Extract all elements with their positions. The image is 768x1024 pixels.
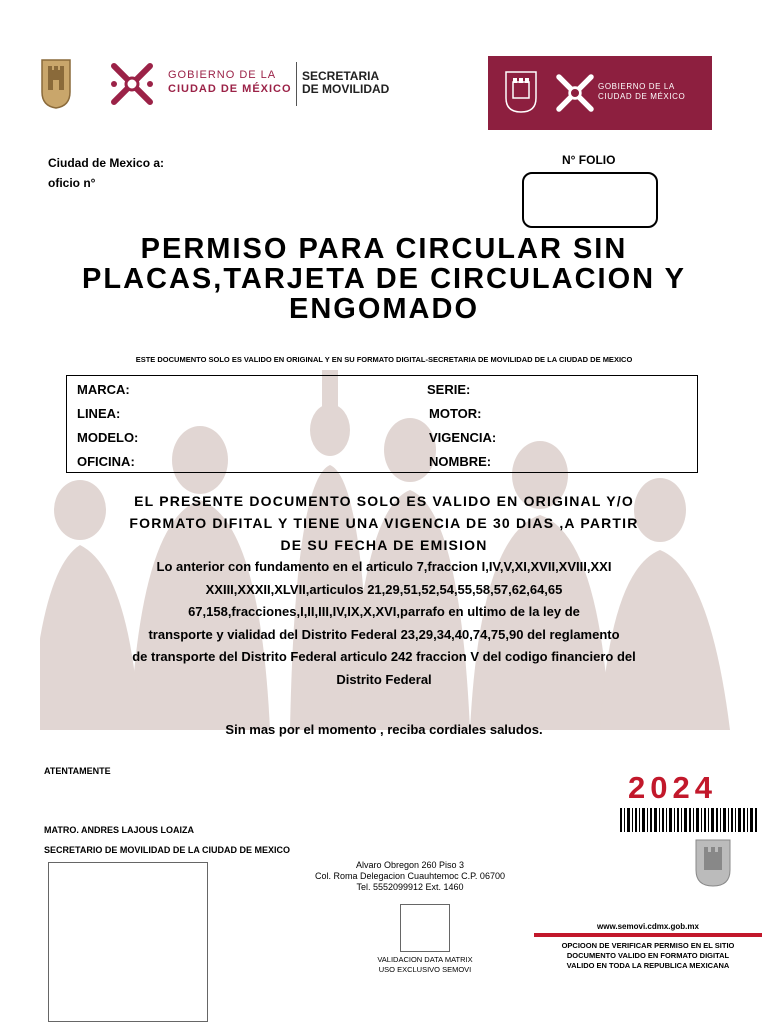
city-shield-icon xyxy=(694,838,732,888)
verification-note xyxy=(534,941,762,971)
city-date-label: Ciudad de Mexico a: xyxy=(48,156,165,170)
data-matrix-box xyxy=(400,904,450,952)
cdmx-logo-icon xyxy=(104,56,160,112)
motor-label: MOTOR: xyxy=(429,406,482,421)
gobierno-line-1: GOBIERNO DE LA xyxy=(168,69,277,81)
year-label: 2024 xyxy=(628,770,717,805)
title-line-2: PLACAS,TARJETA DE CIRCULACION Y xyxy=(82,263,686,295)
linea-label: LINEA: xyxy=(77,406,121,421)
badge-line-1: GOBIERNO DE LA xyxy=(598,82,675,91)
signatory-position: SECRETARIO DE MOVILIDAD DE LA CIUDAD DE MEXICO xyxy=(44,845,291,855)
verify-line-2: DOCUMENTO VALIDO EN FORMATO DIGITAL xyxy=(566,951,730,960)
legal-line: Lo anterior con fundamento en el articulo 7,fraccion I,IV,V,XI,XVII,XVIII,XXI xyxy=(156,559,612,574)
legal-line: transporte y vialidad del Distrito Federal 23,29,34,40,74,75,90 del reglamento xyxy=(148,626,620,642)
validity-line-1: EL PRESENTE DOCUMENTO SOLO ES VALIDO EN ORIGINAL Y/O xyxy=(134,493,634,509)
address-line-2: Col. Roma Delegacion Cuauhtemoc C.P. 06700 xyxy=(315,871,505,881)
data-matrix-line-2: USO EXCLUSIVO SEMOVI xyxy=(378,965,472,974)
vigencia-label: VIGENCIA: xyxy=(429,430,497,445)
signature-box xyxy=(48,862,208,1022)
legal-line: XXIII,XXXII,XLVII,articulos 21,29,51,52,54,55,58,57,62,64,65 xyxy=(205,581,563,597)
validity-note: ESTE DOCUMENTO SOLO ES VALIDO EN ORIGINAL Y EN SU FORMATO DIGITAL-SECRETARIA DE MOVILIDAD DE LA CIUDAD DE MEXICO xyxy=(135,355,633,364)
header-divider xyxy=(296,62,297,106)
address-line-1: Alvaro Obregon 260 Piso 3 xyxy=(355,860,465,870)
oficio-label: oficio n° xyxy=(48,176,96,190)
modelo-label: MODELO: xyxy=(77,430,139,445)
legal-line: 67,158,fracciones,I,II,III,IV,IX,X,XVI,parrafo en ultimo de la ley de xyxy=(188,604,580,619)
cdmx-logo-icon xyxy=(550,68,600,118)
closing-greeting: Sin mas por el momento , reciba cordiales saludos. xyxy=(225,722,543,737)
validity-line-2: FORMATO DIFITAL Y TIENE UNA VIGENCIA DE 30 DIAS ,A PARTIR xyxy=(129,515,639,531)
secretaria-line-2: DE MOVILIDAD xyxy=(302,82,390,96)
barcode-icon xyxy=(620,808,760,832)
title-line-1: PERMISO PARA CIRCULAR SIN xyxy=(140,233,628,265)
validity-line-3: DE SU FECHA DE EMISION xyxy=(280,537,488,553)
semovi-url: www.semovi.cdmx.gob.mx xyxy=(597,922,699,931)
document-title xyxy=(30,234,738,324)
legal-line: Distrito Federal xyxy=(336,671,432,687)
city-shield-icon xyxy=(504,70,538,114)
badge-line-2: CIUDAD DE MÉXICO xyxy=(598,92,686,101)
verify-line-1: OPCIOON DE VERIFICAR PERMISO EN EL SITIO xyxy=(561,941,735,950)
serie-label: SERIE: xyxy=(427,382,471,397)
office-address xyxy=(290,860,530,893)
legal-basis xyxy=(40,556,728,691)
city-shield-icon xyxy=(40,58,72,110)
legal-line: de transporte del Distrito Federal articulo 242 fraccion V del codigo financiero del xyxy=(132,649,636,664)
gobierno-text xyxy=(168,68,292,96)
data-matrix-note xyxy=(340,955,510,975)
secretaria-text xyxy=(302,70,389,96)
title-line-3: ENGOMADO xyxy=(289,293,479,325)
validity-statement xyxy=(40,490,728,556)
atentamente-label: ATENTAMENTE xyxy=(44,766,111,776)
verify-line-3: VALIDO EN TODA LA REPUBLICA MEXICANA xyxy=(566,961,730,970)
secretaria-line-1: SECRETARIA xyxy=(302,69,380,83)
address-line-3: Tel. 5552099912 Ext. 1460 xyxy=(356,882,464,892)
red-divider xyxy=(534,933,762,937)
marca-label: MARCA: xyxy=(77,382,130,397)
oficina-label: OFICINA: xyxy=(77,454,135,469)
badge-text xyxy=(598,82,685,102)
nombre-label: NOMBRE: xyxy=(429,454,492,469)
signatory-name: MATRO. ANDRES LAJOUS LOAIZA xyxy=(44,825,194,835)
folio-box xyxy=(522,172,658,228)
header-logo-group xyxy=(40,56,400,116)
data-matrix-line-1: VALIDACION DATA MATRIX xyxy=(377,955,473,964)
vehicle-info-box xyxy=(66,375,698,473)
folio-label: N° FOLIO xyxy=(562,153,616,167)
cdmx-badge xyxy=(488,56,712,130)
gobierno-line-2: CIUDAD DE MÉXICO xyxy=(168,83,292,95)
